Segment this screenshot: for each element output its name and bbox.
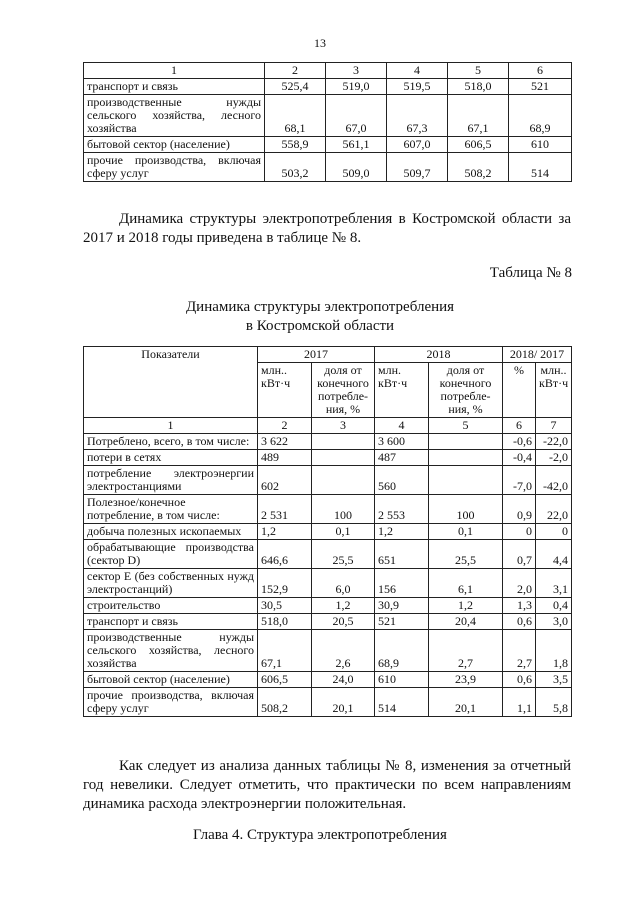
table-continued (83, 62, 572, 182)
table-cell: 508,2 (448, 153, 509, 182)
table-row (84, 630, 572, 672)
table-cell: 22,0 (536, 495, 572, 524)
row-label: прочие производства, включая сферу услуг (84, 153, 265, 182)
row-label: бытовой сектор (население) (84, 672, 258, 688)
header-cell: 3 (326, 63, 387, 79)
table-cell: 30,9 (375, 598, 429, 614)
table-row (84, 614, 572, 630)
colnum-cell: 3 (312, 418, 375, 434)
table-cell: 0,6 (503, 614, 536, 630)
table-cell: 152,9 (258, 569, 312, 598)
subheader-share: доля от конечного потребле-ния, % (312, 363, 375, 418)
table-cell: 2 553 (375, 495, 429, 524)
table-cell: 23,9 (429, 672, 503, 688)
subheader-mln: млн.. кВт·ч (258, 363, 312, 418)
row-label: сектор Е (без собственных нужд электростанций) (84, 569, 258, 598)
table-title-line: Динамика структуры электропотребления (185, 299, 455, 315)
table-cell: 0 (503, 524, 536, 540)
row-label: бытовой сектор (население) (84, 137, 265, 153)
table-cell: 67,0 (326, 95, 387, 137)
table-cell: 1,2 (258, 524, 312, 540)
table-cell: 4,4 (536, 540, 572, 569)
table-cell (429, 434, 503, 450)
table-cell: 68,9 (509, 95, 572, 137)
table-cell: 20,5 (312, 614, 375, 630)
table-cell: 25,5 (429, 540, 503, 569)
table-cell: 6,1 (429, 569, 503, 598)
table-row (84, 466, 572, 495)
header-cell: 2 (265, 63, 326, 79)
table-cell: 519,5 (387, 79, 448, 95)
header-cell: 1 (84, 63, 265, 79)
table-header-row (84, 347, 572, 363)
table-cell: 68,9 (375, 630, 429, 672)
table-cell: 518,0 (258, 614, 312, 630)
table-cell: 25,5 (312, 540, 375, 569)
header-2018-2017: 2018/ 2017 (503, 347, 572, 363)
paragraph-intro: Динамика структуры электропотребления в Костромской области за 2017 и 2018 годы приведена в таблице № 8. (83, 211, 571, 246)
table-colnum-row (84, 418, 572, 434)
table-cell: 602 (258, 466, 312, 495)
table-cell: 67,1 (448, 95, 509, 137)
table-row (84, 672, 572, 688)
table-cell: 521 (509, 79, 572, 95)
table-cell: 2 531 (258, 495, 312, 524)
table-cell: 20,1 (429, 688, 503, 717)
header-cell: 5 (448, 63, 509, 79)
table-cell: 1,8 (536, 630, 572, 672)
table-row (84, 153, 572, 182)
table-cell: 607,0 (387, 137, 448, 153)
table-title (0, 298, 640, 336)
header-2017: 2017 (258, 347, 375, 363)
header-2018: 2018 (375, 347, 503, 363)
table-cell: 1,2 (312, 598, 375, 614)
table-cell: 67,3 (387, 95, 448, 137)
row-label: строительство (84, 598, 258, 614)
table-row (84, 688, 572, 717)
table-header-row (84, 63, 572, 79)
table-cell: 3,0 (536, 614, 572, 630)
row-label: добыча полезных ископаемых (84, 524, 258, 540)
table-cell: -0,6 (503, 434, 536, 450)
table-cell: 646,6 (258, 540, 312, 569)
table-cell: 518,0 (448, 79, 509, 95)
table-cell: 560 (375, 466, 429, 495)
subheader-mln: млн.. кВт·ч (536, 363, 572, 418)
subheader-mln: млн. кВт·ч (375, 363, 429, 418)
table-cell: 489 (258, 450, 312, 466)
row-label: потери в сетях (84, 450, 258, 466)
table-cell (312, 434, 375, 450)
row-label: Полезное/конечное потребление, в том числе: (84, 495, 258, 524)
table-row (84, 434, 572, 450)
table-cell: 514 (509, 153, 572, 182)
header-cell: 4 (387, 63, 448, 79)
table-cell: 610 (509, 137, 572, 153)
table-cell: 20,4 (429, 614, 503, 630)
table-title-line: в Костромской области (245, 318, 395, 334)
table-cell: 0 (536, 524, 572, 540)
table-cell: 6,0 (312, 569, 375, 598)
table-cell: 0,7 (503, 540, 536, 569)
header-cell: 6 (509, 63, 572, 79)
table-row (84, 79, 572, 95)
table-cell: 156 (375, 569, 429, 598)
row-label: Потреблено, всего, в том числе: (84, 434, 258, 450)
table-cell: 2,6 (312, 630, 375, 672)
colnum-cell: 2 (258, 418, 312, 434)
row-label: производственные нужды сельского хозяйства, лесного хозяйства (84, 630, 258, 672)
table-cell: 606,5 (258, 672, 312, 688)
row-label: производственные нужды сельского хозяйства, лесного хозяйства (84, 95, 265, 137)
table-cell: 509,0 (326, 153, 387, 182)
table-cell (312, 450, 375, 466)
colnum-cell: 4 (375, 418, 429, 434)
table-cell: 558,9 (265, 137, 326, 153)
table-cell: -22,0 (536, 434, 572, 450)
table-caption: Таблица № 8 (489, 265, 572, 281)
table-cell: 3,5 (536, 672, 572, 688)
page-number: 13 (314, 36, 326, 50)
colnum-cell: 7 (536, 418, 572, 434)
table-cell: 3 622 (258, 434, 312, 450)
table-cell: 1,2 (429, 598, 503, 614)
table-cell: 2,0 (503, 569, 536, 598)
table-cell: 5,8 (536, 688, 572, 717)
table-row (84, 450, 572, 466)
subheader-pct: % (503, 363, 536, 418)
table-cell: -42,0 (536, 466, 572, 495)
row-label: транспорт и связь (84, 614, 258, 630)
table-cell: 525,4 (265, 79, 326, 95)
table-cell: 509,7 (387, 153, 448, 182)
table-cell: 30,5 (258, 598, 312, 614)
table-cell: 2,7 (429, 630, 503, 672)
table-cell: 0,9 (503, 495, 536, 524)
table-cell: 1,1 (503, 688, 536, 717)
colnum-cell: 1 (84, 418, 258, 434)
table-8 (83, 346, 572, 717)
table-cell: 519,0 (326, 79, 387, 95)
header-indicators: Показатели (84, 347, 258, 418)
table-row (84, 524, 572, 540)
row-label: обрабатывающие производства (сектор D) (84, 540, 258, 569)
table-cell: 1,2 (375, 524, 429, 540)
row-label: прочие производства, включая сферу услуг (84, 688, 258, 717)
table-cell: 24,0 (312, 672, 375, 688)
table-cell: -0,4 (503, 450, 536, 466)
table-cell: 2,7 (503, 630, 536, 672)
table-cell: 20,1 (312, 688, 375, 717)
table-cell: 1,3 (503, 598, 536, 614)
table-row (84, 540, 572, 569)
row-label: транспорт и связь (84, 79, 265, 95)
table-cell: -2,0 (536, 450, 572, 466)
table-cell (429, 466, 503, 495)
paragraph-conclusion: Как следует из анализа данных таблицы № 8, изменения за отчетный год невелики. Следует отметить, что практически по всем направлениям динамика расхода электроэнергии положительная. (83, 758, 571, 812)
subheader-share: доля от конечного потребле-ния, % (429, 363, 503, 418)
table-cell: 651 (375, 540, 429, 569)
table-row (84, 495, 572, 524)
table-cell: 514 (375, 688, 429, 717)
table-cell (429, 450, 503, 466)
row-label: потребление электроэнергии электростанциями (84, 466, 258, 495)
chapter-title: Глава 4. Структура электропотребления (193, 827, 447, 843)
table-row (84, 598, 572, 614)
table-cell: 0,1 (312, 524, 375, 540)
table-cell (312, 466, 375, 495)
table-cell: 521 (375, 614, 429, 630)
table-cell: 100 (312, 495, 375, 524)
table-row (84, 569, 572, 598)
table-row (84, 137, 572, 153)
table-cell: 0,4 (536, 598, 572, 614)
table-cell: 487 (375, 450, 429, 466)
table-cell: 100 (429, 495, 503, 524)
table-cell: -7,0 (503, 466, 536, 495)
colnum-cell: 6 (503, 418, 536, 434)
table-cell: 3,1 (536, 569, 572, 598)
table-cell: 67,1 (258, 630, 312, 672)
table-cell: 3 600 (375, 434, 429, 450)
table-cell: 0,6 (503, 672, 536, 688)
table-cell: 503,2 (265, 153, 326, 182)
colnum-cell: 5 (429, 418, 503, 434)
table-cell: 606,5 (448, 137, 509, 153)
table-row (84, 95, 572, 137)
table-cell: 610 (375, 672, 429, 688)
table-cell: 0,1 (429, 524, 503, 540)
table-cell: 68,1 (265, 95, 326, 137)
table-cell: 508,2 (258, 688, 312, 717)
table-cell: 561,1 (326, 137, 387, 153)
table-8-body (84, 434, 572, 717)
